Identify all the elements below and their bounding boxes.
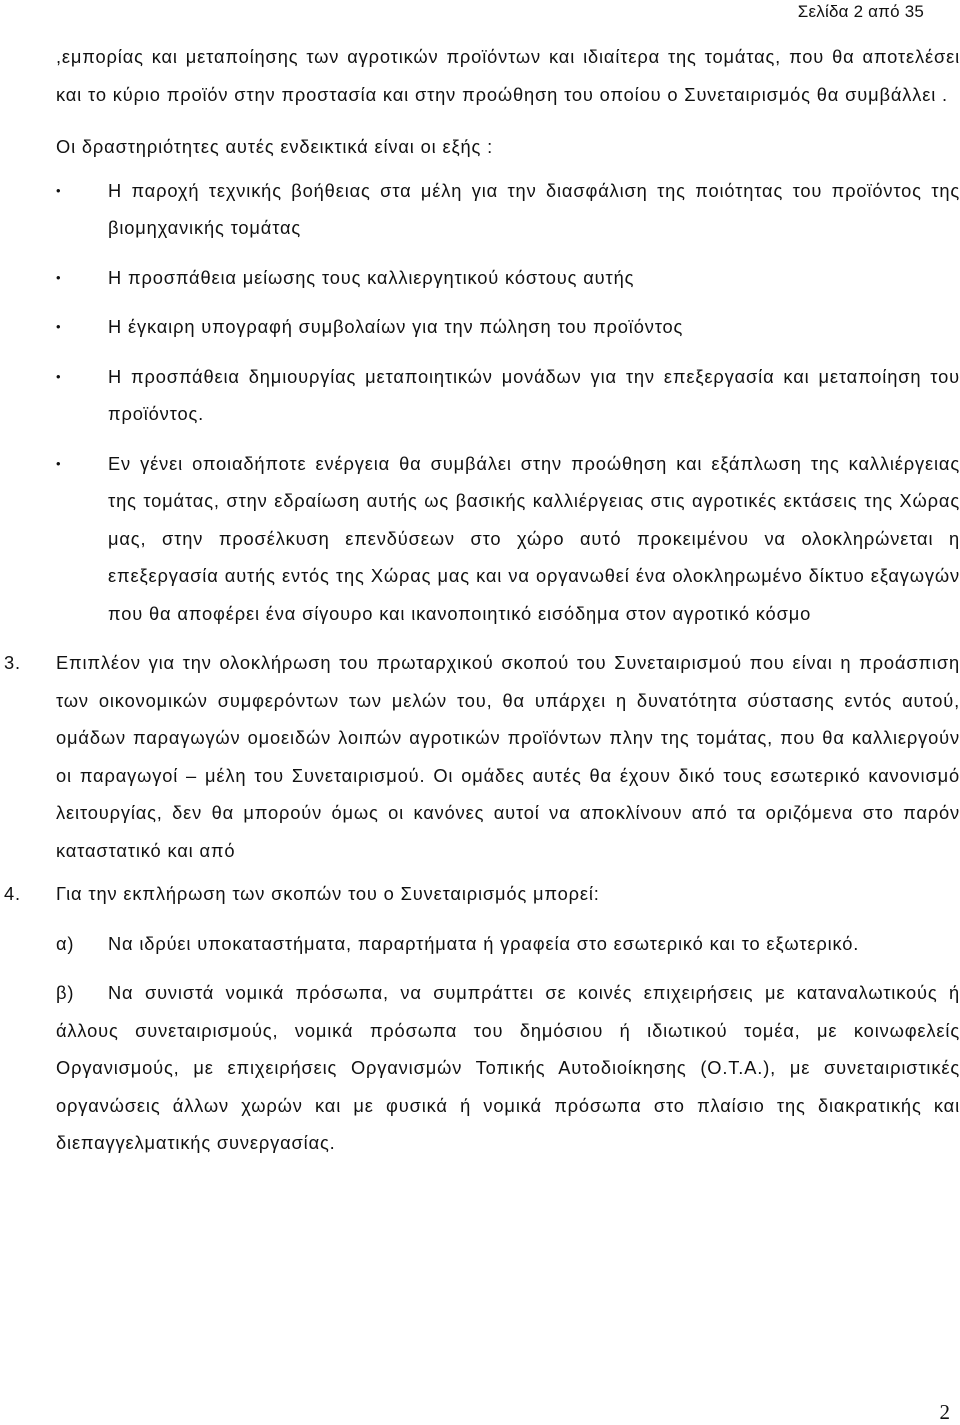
list-item-text: Εν γένει οποιαδήποτε ενέργεια θα συμβάλει στην προώθηση και εξάπλωση της καλλιέργειας της τομάτας, στην εδραίωση αυτής ως βασικής καλλιέργειας στις αγροτικές εκτάσεις της Χώρας μας, στην προσέλκυση επενδύσεων στο χώρο αυτό προκειμένου να ολοκληρώνεται η επεξεργασία αυτής εντός της Χώρας μας και να οργανωθεί ένα ολοκληρωμένο δίκτυο εξαγωγών που θα αποφέρει ένα σίγουρο και ικανοποιητικό εισόδημα στον αγροτικό κόσμο: [108, 452, 960, 624]
item-number: 3.: [4, 652, 21, 673]
item-text: Για την εκπλήρωση των σκοπών του ο Συνεταιρισμός μπορεί:: [56, 883, 600, 904]
subitem-alpha: [56, 925, 960, 963]
list-item-text: Η προσπάθεια δημιουργίας μεταποιητικών μονάδων για την επεξεργασία και μεταποίηση του προϊόντος.: [108, 365, 960, 424]
list-item: [56, 308, 960, 346]
subitem-text: Να συνιστά νομικά πρόσωπα, να συμπράττει σε κοινές επιχειρήσεις με καταναλωτικούς ή άλλους συνεταιρισμούς, νομικά πρόσωπα του δημόσιου ή ιδιωτικού τομέα, με κοινωφελείς Οργανισμούς, με επιχειρήσεις Οργανισμών Τοπικής Αυτοδιοίκησης (Ο.Τ.Α.), με συνεταιριστικές οργανώσεις άλλων χωρών και με φυσικά ή νομικά πρόσωπα στο πλαίσιο της διακρατικής και διεπαγγελματικής συνεργασίας.: [56, 982, 960, 1153]
list-item-text: Η προσπάθεια μείωσης τους καλλιεργητικού κόστους αυτής: [108, 266, 635, 288]
bullet-icon: •: [56, 455, 62, 471]
subitem-mark: β): [56, 982, 75, 1003]
document-body: [4, 38, 960, 1162]
list-item: [56, 259, 960, 297]
item-text: Επιπλέον για την ολοκλήρωση του πρωταρχικού σκοπού του Συνεταιρισμού που είναι η προάσπιση των οικονομικών συμφερόντων των μελών του, θα υπάρχει η δυνατότητα σύστασης εντός αυτού, ομάδων παραγωγών ομοειδών λοιπών αγροτικών προϊόντων πλην της τομάτας, που θα καλλιεργούν οι παραγωγοί – μέλη του Συνεταιρισμού. Οι ομάδες αυτές θα έχουν δικό τους εσωτερικό κανονισμό λειτουργίας, δεν θα μπορούν όμως οι κανόνες αυτοί να αποκλίνουν από τα οριζόμενα στο παρόν καταστατικό και από: [56, 652, 960, 861]
intro-paragraph: ,εμπορίας και μεταποίησης των αγροτικών προϊόντων και ιδιαίτερα της τομάτας, που θα αποτελέσει και το κύριο προϊόν στην προστασία και στην προώθηση του οποίου ο Συνεταιρισμός θα συμβάλλει .: [56, 46, 960, 105]
page-header: Σελίδα 2 από 35: [797, 2, 924, 21]
page-number: 2: [939, 1400, 950, 1424]
list-item-text: Η έγκαιρη υπογραφή συμβολαίων για την πώληση του προϊόντος: [108, 316, 684, 337]
activities-lead: Οι δραστηριότητες αυτές ενδεικτικά είναι οι εξής :: [56, 136, 494, 157]
numbered-item-4: [4, 875, 960, 1162]
list-item-text: Η παροχή τεχνικής βοήθειας στα μέλη για την διασφάλιση της ποιότητας του προϊόντος της βιομηχανικής τομάτας: [108, 179, 960, 238]
item-number: 4.: [4, 883, 21, 904]
subitem-text: Να ιδρύει υποκαταστήματα, παραρτήματα ή γραφεία στο εσωτερικό και το εξωτερικό.: [108, 932, 860, 954]
subitem-beta: [56, 974, 960, 1162]
bullet-icon: •: [56, 269, 62, 285]
bullet-icon: •: [56, 319, 62, 334]
bullet-icon: •: [56, 182, 62, 198]
list-item: [56, 445, 960, 633]
list-item: [56, 358, 960, 433]
numbered-item-3: [4, 644, 960, 869]
activities-list: [56, 172, 960, 633]
subitem-mark: α): [56, 932, 75, 954]
list-item: [56, 172, 960, 247]
bullet-icon: •: [56, 368, 62, 384]
